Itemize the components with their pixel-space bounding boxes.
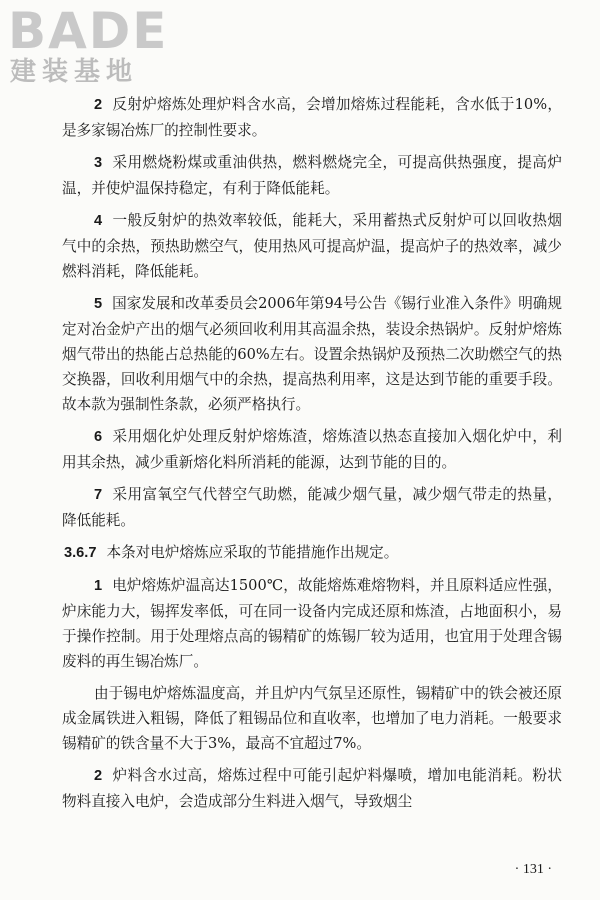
section-number: 3.6.7 xyxy=(64,545,97,561)
section-heading-3-6-7 xyxy=(64,540,562,566)
page-body xyxy=(62,92,562,821)
paragraph-text: 采用燃烧粉煤或重油供热，燃料燃烧完全，可提高供热强度，提高炉温，并使炉温保持稳定，有利于降低能耗。 xyxy=(62,154,562,197)
paragraph-item-7 xyxy=(62,482,562,533)
paragraph-text: 本条对电炉熔炼应采取的节能措施作出规定。 xyxy=(106,544,399,561)
paragraph-item-1 xyxy=(62,573,562,674)
logo-subtitle: 建装基地 xyxy=(10,57,139,87)
paragraph-item-3 xyxy=(62,150,562,201)
item-number: 5 xyxy=(94,296,103,312)
paragraph-item-6 xyxy=(62,424,562,475)
item-number: 6 xyxy=(94,429,103,445)
paragraph-text: 炉料含水过高，熔炼过程中可能引起炉料爆喷，增加电能消耗。粉状物料直接入电炉，会造成部分生料进入烟气，导致烟尘 xyxy=(62,767,562,810)
item-number: 7 xyxy=(94,487,103,503)
paragraph-text: 由于锡电炉熔炼温度高，并且炉内气氛呈还原性，锡精矿中的铁会被还原成金属铁进入粗锡，降低了粗锡品位和直收率，也增加了电力消耗。一般要求锡精矿的铁含量不大于3%，最高不宜超过7%。 xyxy=(62,685,562,752)
paragraph-text: 电炉熔炼炉温高达1500℃，故能熔炼难熔物料，并且原料适应性强，炉床能力大，锡挥发率低，可在同一设备内完成还原和炼渣，占地面积小，易于操作控制。用于处理熔点高的锡精矿的炼锡厂较为适用，也宜用于处理含锡废料的再生锡冶炼厂。 xyxy=(62,577,562,670)
item-number: 2 xyxy=(94,768,103,784)
paragraph-text: 国家发展和改革委员会2006年第94号公告《锡行业准入条件》明确规定对冶金炉产出的烟气必须回收利用其高温余热，装设余热锅炉。反射炉熔炼烟气带出的热能占总热能的60%左右。设置余热锅炉及预热二次助燃空气的热交换器，回收利用烟气中的余热，提高热利用率，这是达到节能的重要手段。故本款为强制性条款，必须严格执行。 xyxy=(62,295,562,413)
paragraph-text: 采用烟化炉处理反射炉熔炼渣，熔炼渣以热态直接加入烟化炉中，利用其余热，减少重新熔化料所消耗的能源，达到节能的目的。 xyxy=(62,428,562,471)
item-number: 2 xyxy=(94,97,103,113)
paragraph-item-5 xyxy=(62,291,562,417)
paragraph-text: 采用富氧空气代替空气助燃，能减少烟气量，减少烟气带走的热量，降低能耗。 xyxy=(62,486,562,529)
paragraph-item-2 xyxy=(62,92,562,143)
paragraph-continuation xyxy=(62,681,562,756)
logo-wordmark: BADE xyxy=(8,2,169,60)
page-number: · 131 · xyxy=(514,862,552,877)
bade-logo xyxy=(8,4,178,90)
paragraph-text: 一般反射炉的热效率较低，能耗大，采用蓄热式反射炉可以回收热烟气中的余热，预热助燃空气，使用热风可提高炉温，提高炉子的热效率，减少燃料消耗，降低能耗。 xyxy=(62,212,562,280)
paragraph-text: 反射炉熔炼处理炉料含水高，会增加熔炼过程能耗，含水低于10%，是多家锡冶炼厂的控制性要求。 xyxy=(62,96,562,139)
paragraph-item-4 xyxy=(62,208,562,284)
item-number: 4 xyxy=(94,213,103,229)
item-number: 1 xyxy=(94,578,103,594)
item-number: 3 xyxy=(94,155,103,171)
paragraph-item-2b xyxy=(62,763,562,814)
